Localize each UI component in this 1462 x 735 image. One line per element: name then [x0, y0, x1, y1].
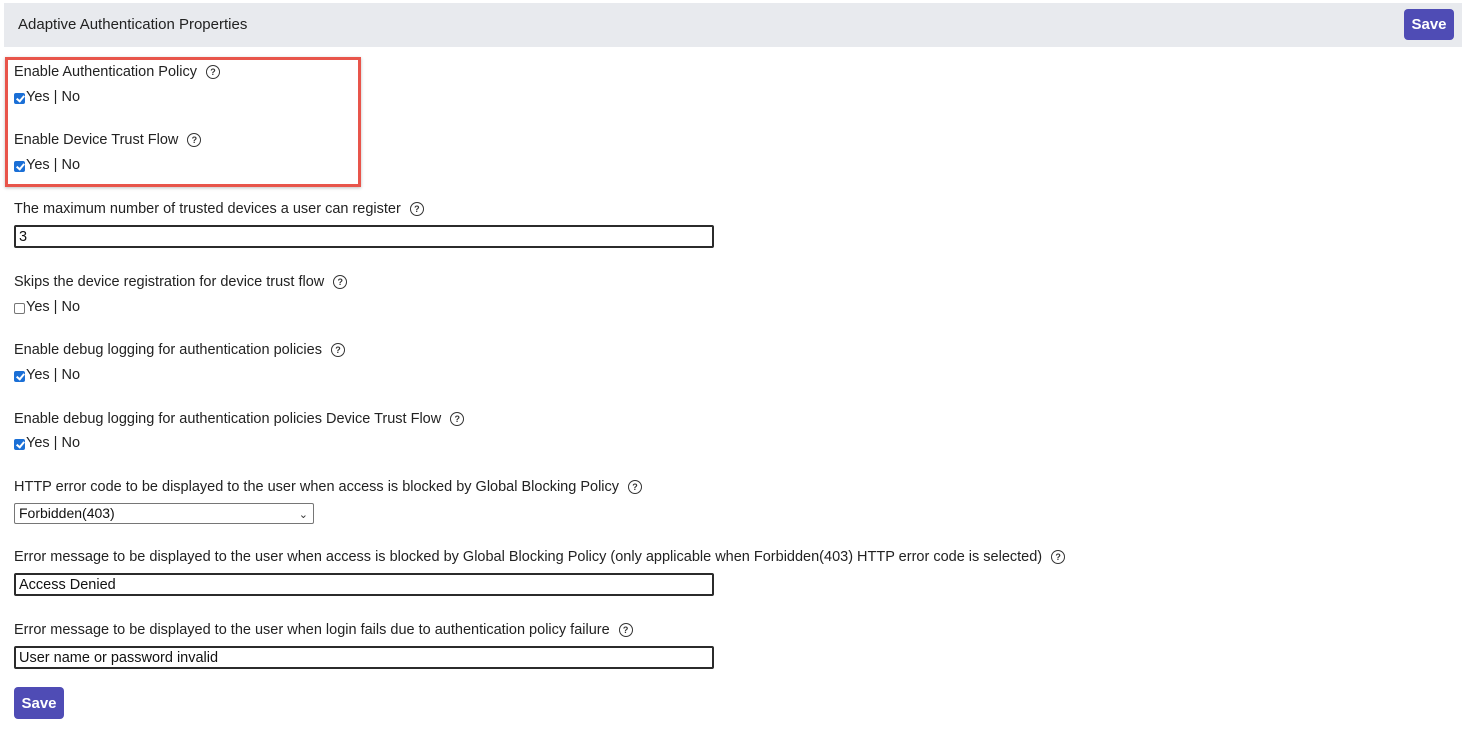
- blocked-error-message-input[interactable]: [14, 573, 714, 596]
- debug-logging-device-trust-checkbox[interactable]: [14, 439, 25, 450]
- header-save-button[interactable]: Save: [1404, 9, 1454, 40]
- help-icon[interactable]: ?: [333, 275, 347, 289]
- page-title: Adaptive Authentication Properties: [18, 16, 248, 33]
- yes-label: Yes: [26, 299, 50, 315]
- debug-logging-device-trust-label: [14, 411, 464, 427]
- login-fail-message-input[interactable]: [14, 646, 714, 669]
- debug-logging-toggle: [14, 367, 80, 383]
- http-error-code-select[interactable]: [14, 503, 314, 524]
- separator: |: [49, 367, 62, 383]
- debug-logging-label-text: Enable debug logging for authentication policies: [14, 342, 322, 358]
- yes-label: Yes: [26, 435, 50, 451]
- enable-auth-policy-label: [14, 64, 220, 80]
- help-icon[interactable]: ?: [187, 133, 201, 147]
- save-button[interactable]: Save: [14, 687, 64, 719]
- chevron-down-icon: ⌄: [298, 509, 308, 521]
- blocked-error-message-label-text: Error message to be displayed to the user when access is blocked by Global Blocking Policy (only applicable when Forbidden(403) HTTP error code is selected): [14, 549, 1043, 565]
- no-label: No: [61, 157, 81, 173]
- skip-device-registration-label: [14, 274, 347, 290]
- http-error-code-selected: Forbidden(403): [19, 505, 115, 521]
- enable-auth-policy-toggle: [14, 89, 80, 105]
- help-icon[interactable]: ?: [410, 202, 424, 216]
- login-fail-message-label: [14, 622, 633, 638]
- debug-logging-label: [14, 342, 345, 358]
- max-trusted-devices-label: [14, 201, 424, 217]
- yes-label: Yes: [26, 367, 50, 383]
- help-icon[interactable]: ?: [331, 343, 345, 357]
- separator: |: [49, 299, 62, 315]
- enable-device-trust-toggle: [14, 157, 80, 173]
- yes-label: Yes: [26, 157, 50, 173]
- enable-device-trust-label-text: Enable Device Trust Flow: [14, 132, 179, 148]
- separator: |: [49, 89, 62, 105]
- max-trusted-devices-label-text: The maximum number of trusted devices a user can register: [14, 201, 401, 217]
- enable-auth-policy-checkbox[interactable]: [14, 93, 25, 104]
- skip-device-registration-checkbox[interactable]: [14, 303, 25, 314]
- help-icon[interactable]: ?: [619, 623, 633, 637]
- help-icon[interactable]: ?: [628, 480, 642, 494]
- login-fail-message-label-text: Error message to be displayed to the user when login fails due to authentication policy failure: [14, 622, 610, 638]
- debug-logging-device-trust-label-text: Enable debug logging for authentication policies Device Trust Flow: [14, 411, 442, 427]
- blocked-error-message-label: [14, 549, 1065, 565]
- enable-device-trust-checkbox[interactable]: [14, 161, 25, 172]
- no-label: No: [61, 299, 81, 315]
- no-label: No: [61, 89, 81, 105]
- enable-device-trust-label: [14, 132, 201, 148]
- separator: |: [49, 157, 62, 173]
- skip-device-registration-toggle: [14, 299, 80, 315]
- http-error-code-label-text: HTTP error code to be displayed to the user when access is blocked by Global Blocking Policy: [14, 479, 620, 495]
- help-icon[interactable]: ?: [1051, 550, 1065, 564]
- skip-device-registration-label-text: Skips the device registration for device trust flow: [14, 274, 325, 290]
- separator: |: [49, 435, 62, 451]
- no-label: No: [61, 367, 81, 383]
- help-icon[interactable]: ?: [206, 65, 220, 79]
- max-trusted-devices-input[interactable]: [14, 225, 714, 248]
- yes-label: Yes: [26, 89, 50, 105]
- header-bar: [4, 3, 1462, 47]
- no-label: No: [61, 435, 81, 451]
- http-error-code-label: [14, 479, 642, 495]
- enable-auth-policy-label-text: Enable Authentication Policy: [14, 64, 197, 80]
- debug-logging-checkbox[interactable]: [14, 371, 25, 382]
- debug-logging-device-trust-toggle: [14, 435, 80, 451]
- help-icon[interactable]: ?: [450, 412, 464, 426]
